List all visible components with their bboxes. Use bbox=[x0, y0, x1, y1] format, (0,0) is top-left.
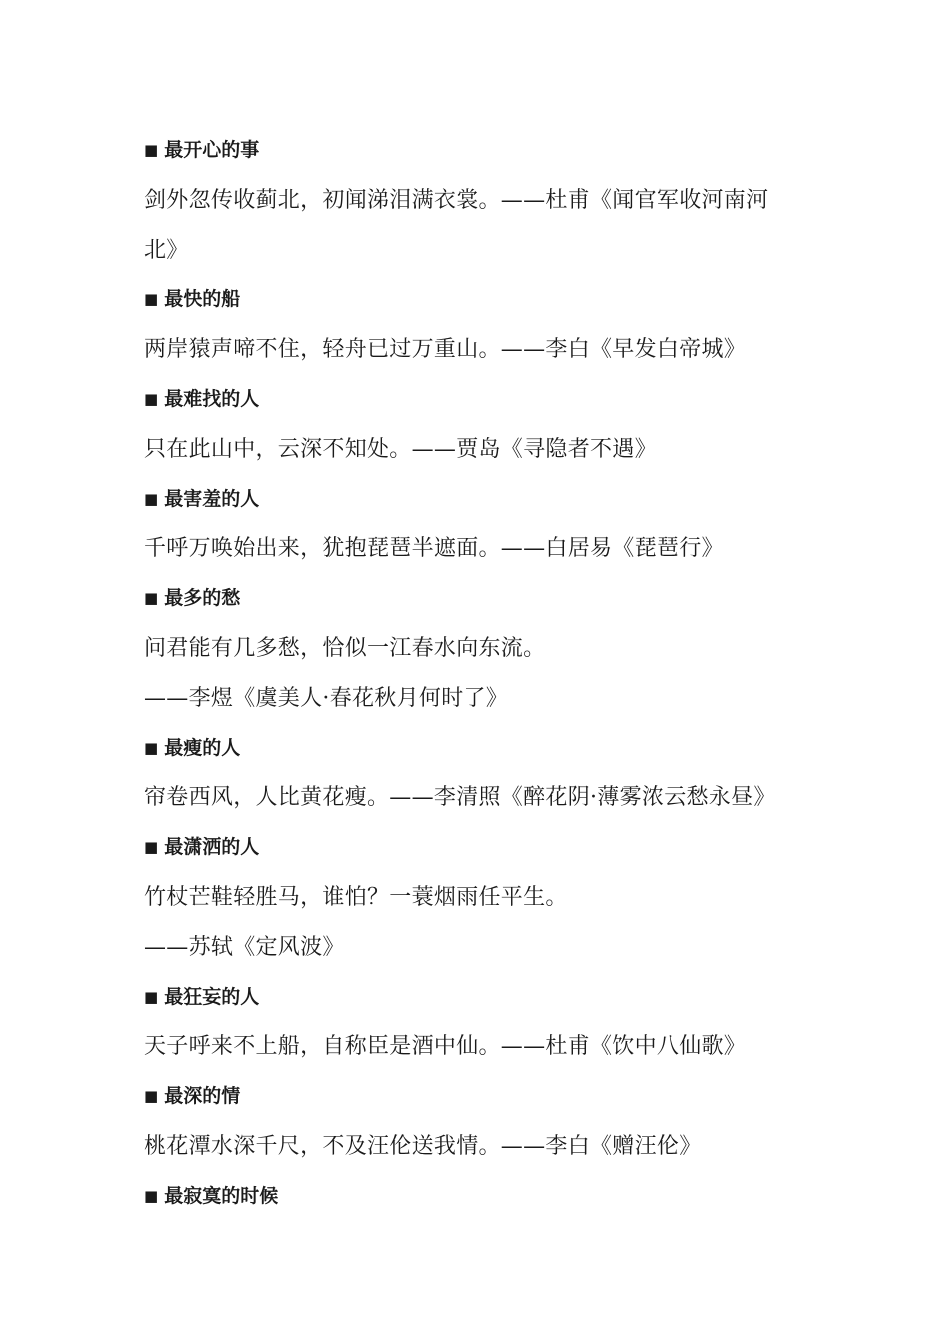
poem-line: 问君能有几多愁，恰似一江春水向东流。 bbox=[144, 635, 546, 661]
section-heading bbox=[144, 375, 824, 425]
poem-line: 竹杖芒鞋轻胜马，谁怕？一蓑烟雨任平生。 bbox=[144, 884, 568, 910]
poem-line: 剑外忽传收蓟北，初闻涕泪满衣裳。——杜甫《闻官军收河南河 bbox=[144, 187, 769, 213]
square-bullet-icon: ■ bbox=[144, 489, 159, 508]
section-heading bbox=[144, 574, 824, 624]
section-heading bbox=[144, 275, 824, 325]
section-heading bbox=[144, 126, 824, 176]
poem-line: 桃花潭水深千尺，不及汪伦送我情。——李白《赠汪伦》 bbox=[144, 1133, 702, 1159]
square-bullet-icon: ■ bbox=[144, 141, 159, 159]
square-bullet-icon: ■ bbox=[144, 589, 159, 608]
square-bullet-icon: ■ bbox=[144, 1087, 159, 1106]
square-bullet-icon: ■ bbox=[144, 1186, 159, 1205]
poem-line: 千呼万唤始出来，犹抱琵琶半遮面。——白居易《琵琶行》 bbox=[144, 536, 724, 562]
section-heading bbox=[144, 1072, 824, 1122]
square-bullet-icon: ■ bbox=[144, 738, 159, 757]
poem-attribution: ——苏轼《定风波》 bbox=[144, 934, 345, 960]
poem-line: 北》 bbox=[144, 237, 189, 263]
heading-text: 最害羞的人 bbox=[164, 487, 260, 510]
poem-line: 帘卷西风，人比黄花瘦。——李清照《醉花阴·薄雾浓云愁永昼》 bbox=[144, 785, 776, 811]
poem-attribution: ——李煜《虞美人·春花秋月何时了》 bbox=[144, 685, 509, 711]
poem-line: 只在此山中，云深不知处。——贾岛《寻隐者不遇》 bbox=[144, 436, 657, 462]
heading-text: 最多的愁 bbox=[164, 587, 241, 610]
heading-text: 最难找的人 bbox=[164, 387, 260, 410]
section-heading bbox=[144, 1172, 824, 1222]
square-bullet-icon: ■ bbox=[144, 838, 159, 857]
section-heading bbox=[144, 973, 824, 1023]
document-body bbox=[144, 126, 824, 1222]
square-bullet-icon: ■ bbox=[144, 987, 159, 1006]
heading-text: 最开心的事 bbox=[164, 139, 260, 161]
section-heading bbox=[144, 475, 824, 525]
section-heading bbox=[144, 823, 824, 873]
poem-line: 两岸猿声啼不住，轻舟已过万重山。——李白《早发白帝城》 bbox=[144, 337, 747, 363]
square-bullet-icon: ■ bbox=[144, 389, 159, 408]
poem-line: 天子呼来不上船，自称臣是酒中仙。——杜甫《饮中八仙歌》 bbox=[144, 1034, 747, 1060]
heading-text: 最快的船 bbox=[164, 288, 241, 311]
heading-text: 最瘦的人 bbox=[164, 736, 241, 759]
heading-text: 最寂寞的时候 bbox=[164, 1184, 279, 1207]
square-bullet-icon: ■ bbox=[144, 290, 159, 309]
heading-text: 最狂妄的人 bbox=[164, 985, 260, 1008]
heading-text: 最潇洒的人 bbox=[164, 836, 260, 859]
heading-text: 最深的情 bbox=[164, 1085, 241, 1108]
section-heading bbox=[144, 724, 824, 774]
